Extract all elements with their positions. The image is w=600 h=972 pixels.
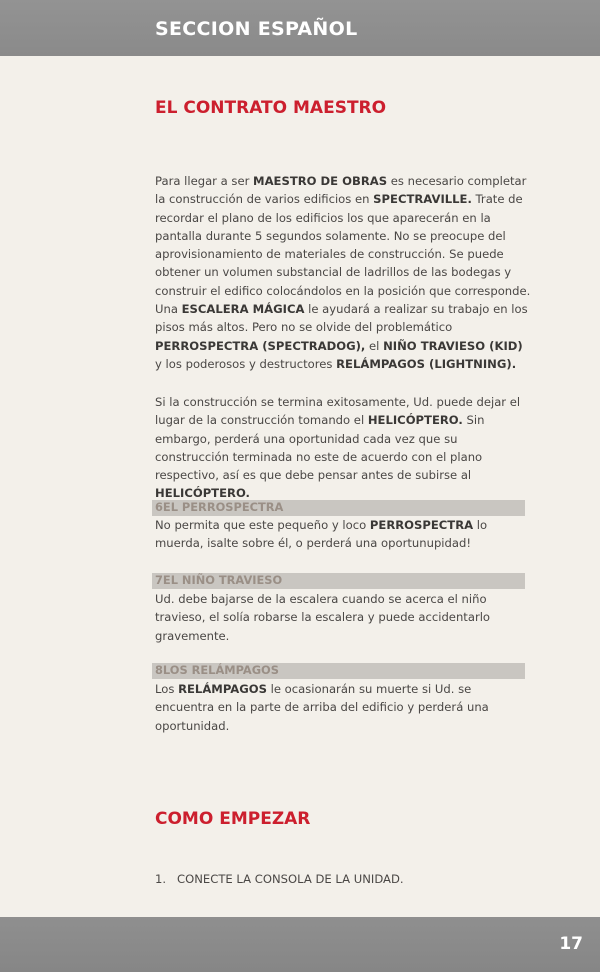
footer-band <box>0 917 600 972</box>
step-number: 1. <box>155 872 167 886</box>
page-number: 17 <box>559 934 583 954</box>
start-step-1 <box>155 872 404 886</box>
nino-travieso-heading: 7EL NIÑO TRAVIESO <box>155 573 283 587</box>
nino-travieso-text: Ud. debe bajarse de la escalera cuando se acerca el niño travieso, el solía robarse la escalera y puede accidentarlo gravemente. <box>155 592 491 643</box>
contract-heading: EL CONTRATO MAESTRO <box>155 98 387 118</box>
section-title: SECCION ESPAÑOL <box>155 18 358 40</box>
contract-completion-paragraph: Si la construcción se termina exitosamente, Ud. puede dejar el lugar de la construcción tomando el HELICÓPTERO. Sin embargo, perderá una oportunidad cada vez que su construcción terminada no este de acuerdo con el plano respectivo, así es que debe pensar antes de subirse al HELICÓPTERO. <box>155 395 521 501</box>
contract-intro-paragraph: Para llegar a ser MAESTRO DE OBRAS es necesario completar la construcción de varios edificios en SPECTRAVILLE. Trate de recordar el plano de los edificios los que aparecerán en la pantalla durante 5 segundos solamente. No se preocupe del aprovisionamiento de materiales de construcción. Se puede obtener un volumen substancial de ladrillos de las bodegas y construir el edifico colocándolos en la posición que corresponde. Una ESCALERA MÁGICA le ayudará a realizar su trabajo en los pisos más altos. Pero no se olvide del problemático PERROSPECTRA (SPECTRADOG), el NIÑO TRAVIESO (KID) y los poderosos y destructores RELÁMPAGOS (LIGHTNING). <box>155 174 531 371</box>
perrospectra-heading: 6EL PERROSPECTRA <box>155 500 284 514</box>
relampagos-text: Los RELÁMPAGOS le ocasionarán su muerte si Ud. se encuentra en la parte de arriba del edificio y perderá una oportunidad. <box>155 682 489 733</box>
start-heading: COMO EMPEZAR <box>155 809 311 829</box>
perrospectra-text: No permita que este pequeño y loco PERROSPECTRA lo muerda, isalte sobre él, o perderá una oportunupidad! <box>155 518 488 551</box>
relampagos-heading: 8LOS RELÁMPAGOS <box>155 663 279 677</box>
step-text: CONECTE LA CONSOLA DE LA UNIDAD. <box>177 872 404 886</box>
